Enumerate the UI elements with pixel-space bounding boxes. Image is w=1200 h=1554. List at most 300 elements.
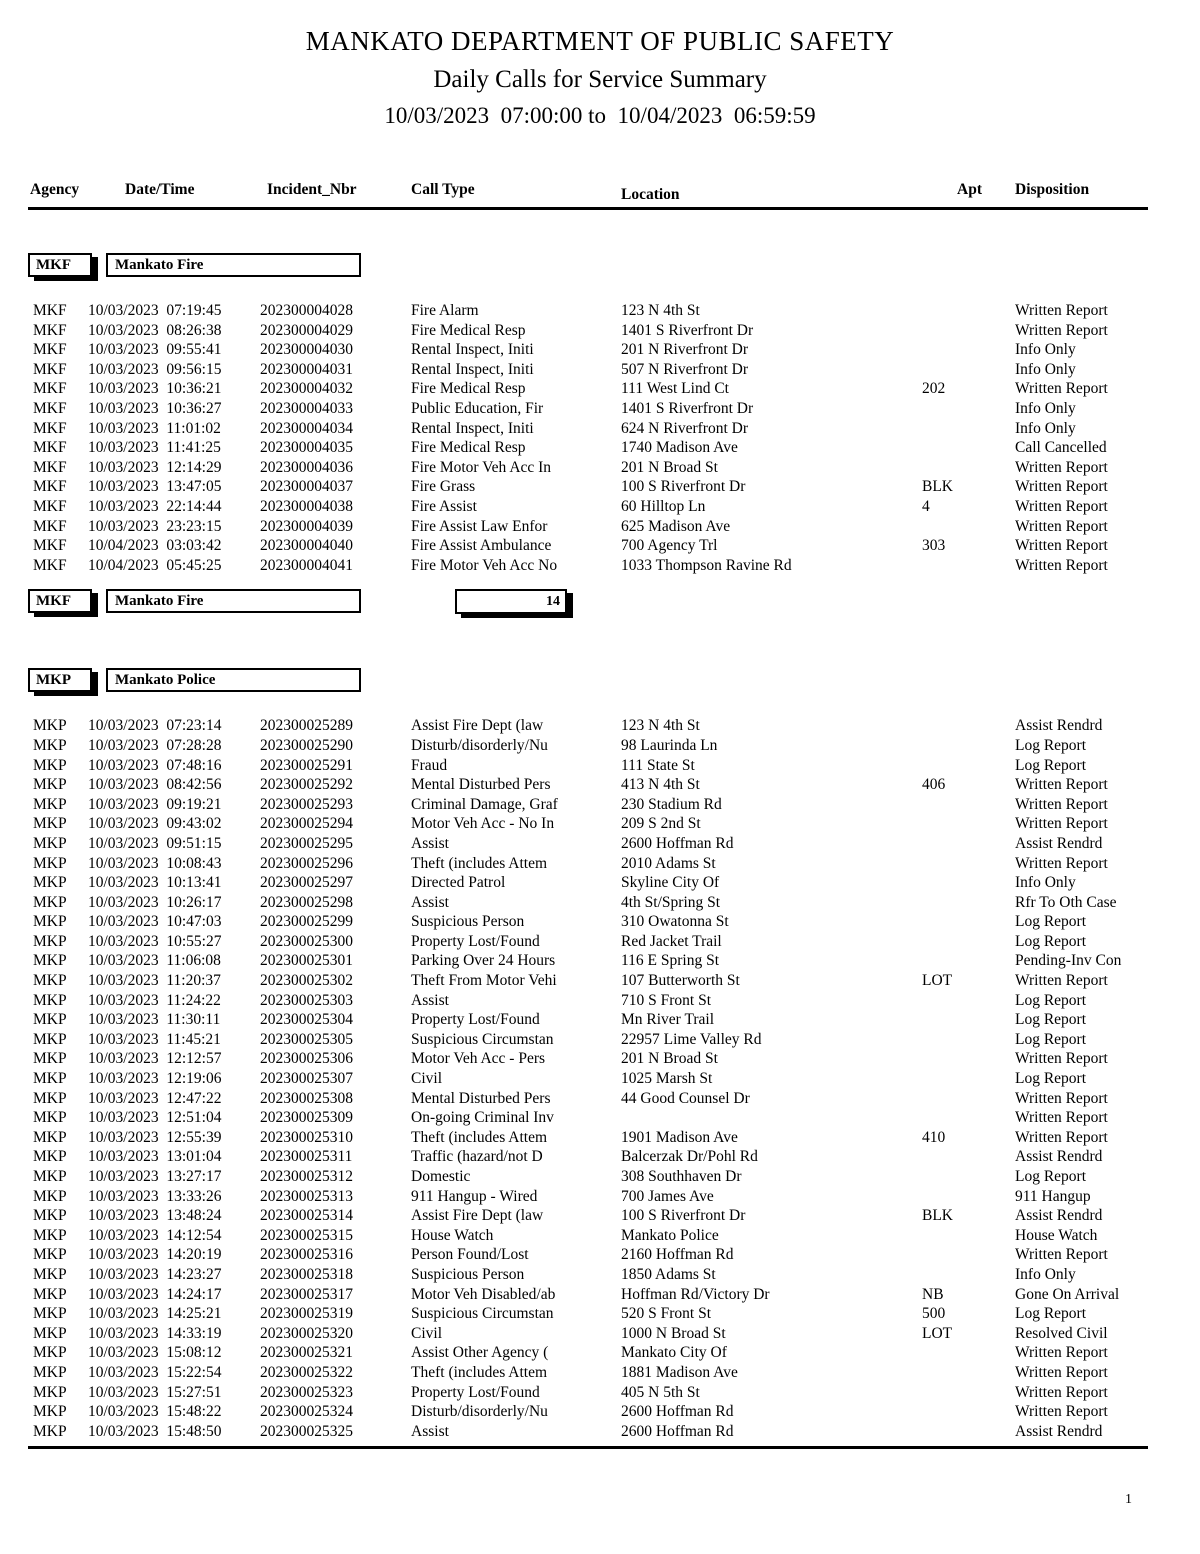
call-disposition: Written Report <box>1015 795 1108 813</box>
call-row <box>0 912 1200 932</box>
call-incident-number: 202300025324 <box>260 1403 353 1421</box>
call-incident-number: 202300025302 <box>260 972 353 990</box>
call-location: 116 E Spring St <box>621 952 720 970</box>
call-incident-number: 202300025293 <box>260 795 353 813</box>
call-apt: NB <box>922 1285 944 1303</box>
call-location: 624 N Riverfront Dr <box>621 419 748 437</box>
call-datetime: 10/03/2023 11:01:02 <box>88 419 221 437</box>
call-type: Disturb/disorderly/Nu <box>411 1403 548 1421</box>
call-type: Fire Assist Ambulance <box>411 537 552 555</box>
call-datetime: 10/03/2023 12:12:57 <box>88 1050 222 1068</box>
call-agency: MKP <box>33 1403 67 1421</box>
call-incident-number: 202300025325 <box>260 1422 353 1440</box>
call-incident-number: 202300025289 <box>260 717 353 735</box>
call-incident-number: 202300025318 <box>260 1265 353 1283</box>
call-type: Fire Motor Veh Acc No <box>411 556 558 574</box>
call-type: House Watch <box>411 1226 494 1244</box>
call-location: 308 Southhaven Dr <box>621 1168 742 1186</box>
call-datetime: 10/03/2023 07:23:14 <box>88 717 222 735</box>
call-agency: MKP <box>33 1265 67 1283</box>
call-apt <box>920 1069 1012 1089</box>
call-disposition: Resolved Civil <box>1015 1324 1108 1342</box>
call-type: Rental Inspect, Initi <box>411 360 534 378</box>
call-incident-number: 202300004033 <box>260 400 353 418</box>
call-row <box>0 536 1200 556</box>
call-row <box>0 1010 1200 1030</box>
call-count: 14 <box>546 594 560 610</box>
agency-section <box>0 668 1200 1441</box>
call-apt <box>920 1343 1012 1363</box>
call-apt <box>920 1010 1012 1030</box>
call-agency: MKF <box>33 556 67 574</box>
call-apt <box>920 893 1012 913</box>
call-datetime: 10/03/2023 12:55:39 <box>88 1128 222 1146</box>
call-apt <box>920 716 1012 736</box>
call-agency: MKF <box>33 341 67 359</box>
call-incident-number: 202300025307 <box>260 1070 353 1088</box>
call-disposition: Assist Rendrd <box>1015 834 1103 852</box>
call-datetime: 10/03/2023 11:30:11 <box>88 1011 221 1029</box>
call-disposition: Written Report <box>1015 478 1108 496</box>
call-apt <box>920 1089 1012 1109</box>
call-disposition: Log Report <box>1015 736 1087 754</box>
call-type: Parking Over 24 Hours <box>411 952 556 970</box>
call-type: Theft (includes Attem <box>411 1363 548 1381</box>
call-location: 507 N Riverfront Dr <box>621 360 748 378</box>
column-header-datetime: Date/Time <box>125 181 195 199</box>
call-apt: 303 <box>922 537 946 555</box>
call-incident-number: 202300025296 <box>260 854 353 872</box>
call-disposition: Written Report <box>1015 321 1108 339</box>
call-agency: MKP <box>33 874 67 892</box>
call-incident-number: 202300025310 <box>260 1128 353 1146</box>
call-apt <box>920 438 1012 458</box>
call-agency: MKP <box>33 1207 67 1225</box>
call-disposition: Written Report <box>1015 1050 1108 1068</box>
call-datetime: 10/03/2023 14:12:54 <box>88 1226 222 1244</box>
call-incident-number: 202300004032 <box>260 380 353 398</box>
call-datetime: 10/03/2023 22:14:44 <box>88 497 222 515</box>
agency-name-box <box>106 668 361 692</box>
call-apt <box>920 834 1012 854</box>
call-type: Fire Medical Resp <box>411 439 526 457</box>
agency-code: MKF <box>36 593 71 610</box>
call-disposition: Written Report <box>1015 1403 1108 1421</box>
call-row <box>0 756 1200 776</box>
call-location: 1850 Adams St <box>621 1265 716 1283</box>
call-disposition: Written Report <box>1015 556 1108 574</box>
call-agency: MKP <box>33 1109 67 1127</box>
call-apt <box>920 301 1012 321</box>
call-incident-number: 202300004031 <box>260 360 353 378</box>
call-location: 44 Good Counsel Dr <box>621 1089 750 1107</box>
call-type: Theft From Motor Vehi <box>411 972 557 990</box>
call-type: Fire Assist Law Enfor <box>411 517 548 535</box>
call-row <box>0 419 1200 439</box>
call-datetime: 10/03/2023 15:22:54 <box>88 1363 222 1381</box>
call-incident-number: 202300025320 <box>260 1324 353 1342</box>
call-type: Fire Grass <box>411 478 476 496</box>
call-location: Balcerzak Dr/Pohl Rd <box>621 1148 758 1166</box>
call-apt <box>920 991 1012 1011</box>
call-incident-number: 202300004036 <box>260 458 353 476</box>
call-row <box>0 1343 1200 1363</box>
call-location: 1000 N Broad St <box>621 1324 726 1342</box>
call-agency: MKP <box>33 1128 67 1146</box>
call-row <box>0 1285 1200 1305</box>
call-location: 1881 Madison Ave <box>621 1363 738 1381</box>
call-incident-number: 202300025308 <box>260 1089 353 1107</box>
call-type: Assist Fire Dept (law <box>411 717 544 735</box>
agency-name: Mankato Police <box>115 672 216 689</box>
call-datetime: 10/03/2023 08:26:38 <box>88 321 222 339</box>
call-row <box>0 497 1200 517</box>
call-datetime: 10/03/2023 12:14:29 <box>88 458 222 476</box>
call-type: Suspicious Person <box>411 1265 525 1283</box>
column-header-location: Location <box>621 186 680 204</box>
call-row <box>0 1363 1200 1383</box>
call-apt <box>920 912 1012 932</box>
call-apt <box>920 419 1012 439</box>
call-agency: MKF <box>33 517 67 535</box>
call-incident-number: 202300025292 <box>260 776 353 794</box>
call-apt <box>920 1147 1012 1167</box>
call-agency: MKP <box>33 834 67 852</box>
call-incident-number: 202300025312 <box>260 1168 353 1186</box>
call-disposition: Written Report <box>1015 1109 1108 1127</box>
call-disposition: Info Only <box>1015 360 1076 378</box>
call-agency: MKP <box>33 1226 67 1244</box>
call-datetime: 10/03/2023 10:55:27 <box>88 932 222 950</box>
call-disposition: Log Report <box>1015 756 1087 774</box>
call-location: 201 N Broad St <box>621 1050 718 1068</box>
call-row <box>0 1147 1200 1167</box>
call-row <box>0 458 1200 478</box>
call-incident-number: 202300025294 <box>260 815 353 833</box>
call-location: 123 N 4th St <box>621 717 700 735</box>
call-datetime: 10/03/2023 10:26:17 <box>88 893 222 911</box>
call-type: Assist <box>411 1422 449 1440</box>
call-type: Fire Medical Resp <box>411 380 526 398</box>
call-apt <box>920 795 1012 815</box>
call-agency: MKP <box>33 795 67 813</box>
call-disposition: Assist Rendrd <box>1015 1148 1103 1166</box>
call-disposition: Assist Rendrd <box>1015 717 1103 735</box>
call-type: Property Lost/Found <box>411 1383 540 1401</box>
call-location: 209 S 2nd St <box>621 815 701 833</box>
call-row <box>0 1383 1200 1403</box>
call-row <box>0 1304 1200 1324</box>
call-disposition: Written Report <box>1015 1089 1108 1107</box>
call-apt <box>920 321 1012 341</box>
call-row <box>0 1128 1200 1148</box>
report-subtitle: Daily Calls for Service Summary <box>433 66 767 94</box>
call-row <box>0 893 1200 913</box>
agency-section-header <box>28 668 1200 692</box>
call-datetime: 10/03/2023 10:13:41 <box>88 874 222 892</box>
call-disposition: Assist Rendrd <box>1015 1207 1103 1225</box>
call-agency: MKP <box>33 756 67 774</box>
call-location: 2600 Hoffman Rd <box>621 1422 734 1440</box>
agency-name-box <box>106 589 361 613</box>
call-location: 123 N 4th St <box>621 302 700 320</box>
call-apt: LOT <box>922 1324 953 1342</box>
call-apt <box>920 1167 1012 1187</box>
call-disposition: Written Report <box>1015 1128 1108 1146</box>
call-agency: MKP <box>33 952 67 970</box>
call-type: Suspicious Person <box>411 913 525 931</box>
call-apt <box>920 1226 1012 1246</box>
call-datetime: 10/03/2023 13:27:17 <box>88 1168 222 1186</box>
agency-code: MKF <box>36 257 71 274</box>
call-row <box>0 340 1200 360</box>
call-location: 1740 Madison Ave <box>621 439 738 457</box>
call-disposition: Written Report <box>1015 776 1108 794</box>
call-type: Traffic (hazard/not D <box>411 1148 543 1166</box>
call-type: Fire Medical Resp <box>411 321 526 339</box>
call-row <box>0 1245 1200 1265</box>
call-incident-number: 202300004029 <box>260 321 353 339</box>
call-disposition: House Watch <box>1015 1226 1098 1244</box>
call-incident-number: 202300025290 <box>260 736 353 754</box>
call-incident-number: 202300004028 <box>260 302 353 320</box>
call-agency: MKP <box>33 893 67 911</box>
call-incident-number: 202300004038 <box>260 497 353 515</box>
call-datetime: 10/03/2023 14:33:19 <box>88 1324 222 1342</box>
call-agency: MKP <box>33 1070 67 1088</box>
call-disposition: Written Report <box>1015 458 1108 476</box>
call-type: Suspicious Circumstan <box>411 1030 554 1048</box>
call-incident-number: 202300025305 <box>260 1030 353 1048</box>
call-incident-number: 202300004034 <box>260 419 353 437</box>
call-location: 4th St/Spring St <box>621 893 721 911</box>
call-apt <box>920 756 1012 776</box>
call-disposition: Log Report <box>1015 1168 1087 1186</box>
call-datetime: 10/03/2023 13:48:24 <box>88 1207 222 1225</box>
call-type: Rental Inspect, Initi <box>411 419 534 437</box>
call-agency: MKP <box>33 1030 67 1048</box>
call-row <box>0 834 1200 854</box>
call-type: Criminal Damage, Graf <box>411 795 558 813</box>
call-apt <box>920 1422 1012 1442</box>
call-disposition: Log Report <box>1015 1070 1087 1088</box>
call-datetime: 10/03/2023 09:51:15 <box>88 834 222 852</box>
call-incident-number: 202300025317 <box>260 1285 353 1303</box>
call-location: 700 James Ave <box>621 1187 714 1205</box>
call-type: On-going Criminal Inv <box>411 1109 554 1127</box>
agency-code-box <box>28 589 92 613</box>
call-datetime: 10/03/2023 10:36:21 <box>88 380 222 398</box>
call-type: Suspicious Circumstan <box>411 1305 554 1323</box>
call-datetime: 10/03/2023 11:45:21 <box>88 1030 221 1048</box>
footer-rule <box>28 1446 1148 1449</box>
call-type: Fire Alarm <box>411 302 479 320</box>
call-row <box>0 1265 1200 1285</box>
call-agency: MKP <box>33 1363 67 1381</box>
call-location: 201 N Broad St <box>621 458 718 476</box>
call-type: Public Education, Fir <box>411 400 544 418</box>
call-disposition: Gone On Arrival <box>1015 1285 1120 1303</box>
call-apt <box>920 1030 1012 1050</box>
call-row <box>0 1049 1200 1069</box>
call-location: 60 Hilltop Ln <box>621 497 706 515</box>
call-row <box>0 1226 1200 1246</box>
call-disposition: Log Report <box>1015 1030 1087 1048</box>
call-agency: MKF <box>33 419 67 437</box>
call-agency: MKP <box>33 913 67 931</box>
call-disposition: Written Report <box>1015 1344 1108 1362</box>
call-incident-number: 202300004030 <box>260 341 353 359</box>
call-disposition: Info Only <box>1015 400 1076 418</box>
call-apt <box>920 340 1012 360</box>
call-location: Mankato Police <box>621 1226 719 1244</box>
call-disposition: Info Only <box>1015 1265 1076 1283</box>
call-datetime: 10/03/2023 09:43:02 <box>88 815 222 833</box>
call-datetime: 10/03/2023 11:24:22 <box>88 991 221 1009</box>
agency-code-box <box>28 253 92 277</box>
call-type: Rental Inspect, Initi <box>411 341 534 359</box>
call-row <box>0 814 1200 834</box>
call-type: Domestic <box>411 1168 471 1186</box>
call-datetime: 10/03/2023 09:19:21 <box>88 795 222 813</box>
call-type: Fire Assist <box>411 497 477 515</box>
call-datetime: 10/03/2023 07:28:28 <box>88 736 222 754</box>
call-type: Property Lost/Found <box>411 1011 540 1029</box>
call-row <box>0 991 1200 1011</box>
agency-name: Mankato Fire <box>115 593 204 610</box>
call-location: 1401 S Riverfront Dr <box>621 400 754 418</box>
report-title: MANKATO DEPARTMENT OF PUBLIC SAFETY <box>305 26 895 56</box>
call-row <box>0 1108 1200 1128</box>
call-location: 310 Owatonna St <box>621 913 729 931</box>
call-agency: MKP <box>33 815 67 833</box>
call-type: Motor Veh Acc - Pers <box>411 1050 546 1068</box>
call-location: Skyline City Of <box>621 874 720 892</box>
call-type: Assist <box>411 834 449 852</box>
call-apt <box>920 1108 1012 1128</box>
call-apt <box>920 1049 1012 1069</box>
call-type: Assist <box>411 991 449 1009</box>
call-agency: MKP <box>33 1422 67 1440</box>
call-agency: MKF <box>33 537 67 555</box>
call-disposition: Log Report <box>1015 1305 1087 1323</box>
call-datetime: 10/03/2023 23:23:15 <box>88 517 222 535</box>
call-apt <box>920 814 1012 834</box>
call-row <box>0 477 1200 497</box>
call-incident-number: 202300025315 <box>260 1226 353 1244</box>
call-disposition: Written Report <box>1015 854 1108 872</box>
call-row <box>0 716 1200 736</box>
call-datetime: 10/03/2023 13:01:04 <box>88 1148 222 1166</box>
call-apt <box>920 951 1012 971</box>
call-row <box>0 1030 1200 1050</box>
agency-code-box <box>28 668 92 692</box>
column-header-agency: Agency <box>30 181 80 199</box>
call-location <box>620 1108 920 1128</box>
call-row <box>0 795 1200 815</box>
call-type: Assist Fire Dept (law <box>411 1207 544 1225</box>
call-agency: MKF <box>33 380 67 398</box>
report-body <box>0 253 1200 1441</box>
call-disposition: Call Cancelled <box>1015 439 1107 457</box>
call-agency: MKP <box>33 1383 67 1401</box>
call-incident-number: 202300025321 <box>260 1344 353 1362</box>
call-apt <box>920 1245 1012 1265</box>
call-type: Assist <box>411 893 449 911</box>
call-disposition: Written Report <box>1015 1383 1108 1401</box>
call-type: Disturb/disorderly/Nu <box>411 736 548 754</box>
call-apt: BLK <box>922 1207 953 1225</box>
report-header <box>0 0 1200 129</box>
call-location: 405 N 5th St <box>621 1383 700 1401</box>
call-row <box>0 873 1200 893</box>
call-type: Assist Other Agency ( <box>411 1344 549 1362</box>
call-agency: MKP <box>33 1246 67 1264</box>
call-apt <box>920 1265 1012 1285</box>
call-rows <box>0 716 1200 1441</box>
call-datetime: 10/03/2023 14:23:27 <box>88 1265 222 1283</box>
call-row <box>0 951 1200 971</box>
column-header-disposition: Disposition <box>1015 181 1090 199</box>
call-apt <box>920 517 1012 537</box>
call-disposition: Log Report <box>1015 913 1087 931</box>
call-agency: MKP <box>33 1305 67 1323</box>
call-apt <box>920 736 1012 756</box>
call-incident-number: 202300025291 <box>260 756 353 774</box>
call-row <box>0 854 1200 874</box>
call-agency: MKF <box>33 497 67 515</box>
call-type: Mental Disturbed Pers <box>411 1089 551 1107</box>
call-agency: MKF <box>33 478 67 496</box>
call-apt: 406 <box>922 776 946 794</box>
call-apt: 410 <box>922 1128 946 1146</box>
call-agency: MKP <box>33 991 67 1009</box>
call-disposition: Written Report <box>1015 380 1108 398</box>
call-location: 413 N 4th St <box>621 776 700 794</box>
call-row <box>0 399 1200 419</box>
call-type: Civil <box>411 1324 443 1342</box>
call-agency: MKP <box>33 1050 67 1068</box>
agency-section-header <box>28 253 1200 277</box>
call-disposition: Log Report <box>1015 932 1087 950</box>
call-incident-number: 202300004035 <box>260 439 353 457</box>
call-disposition: Log Report <box>1015 991 1087 1009</box>
call-datetime: 10/03/2023 14:25:21 <box>88 1305 222 1323</box>
column-header-call-type: Call Type <box>411 181 475 199</box>
call-incident-number: 202300004041 <box>260 556 353 574</box>
call-location: 1401 S Riverfront Dr <box>621 321 754 339</box>
call-incident-number: 202300025322 <box>260 1363 353 1381</box>
call-apt <box>920 360 1012 380</box>
call-incident-number: 202300025323 <box>260 1383 353 1401</box>
agency-name: Mankato Fire <box>115 257 204 274</box>
call-location: 1025 Marsh St <box>621 1070 713 1088</box>
call-agency: MKF <box>33 439 67 457</box>
call-incident-number: 202300025316 <box>260 1246 353 1264</box>
call-apt <box>920 1187 1012 1207</box>
call-incident-number: 202300025306 <box>260 1050 353 1068</box>
call-row <box>0 360 1200 380</box>
call-disposition: Written Report <box>1015 972 1108 990</box>
call-row <box>0 775 1200 795</box>
call-apt <box>920 458 1012 478</box>
header-rule <box>28 207 1148 210</box>
call-apt <box>920 399 1012 419</box>
call-datetime: 10/03/2023 09:55:41 <box>88 341 222 359</box>
call-location: 2160 Hoffman Rd <box>621 1246 734 1264</box>
call-type: Motor Veh Disabled/ab <box>411 1285 556 1303</box>
call-type: Theft (includes Attem <box>411 1128 548 1146</box>
